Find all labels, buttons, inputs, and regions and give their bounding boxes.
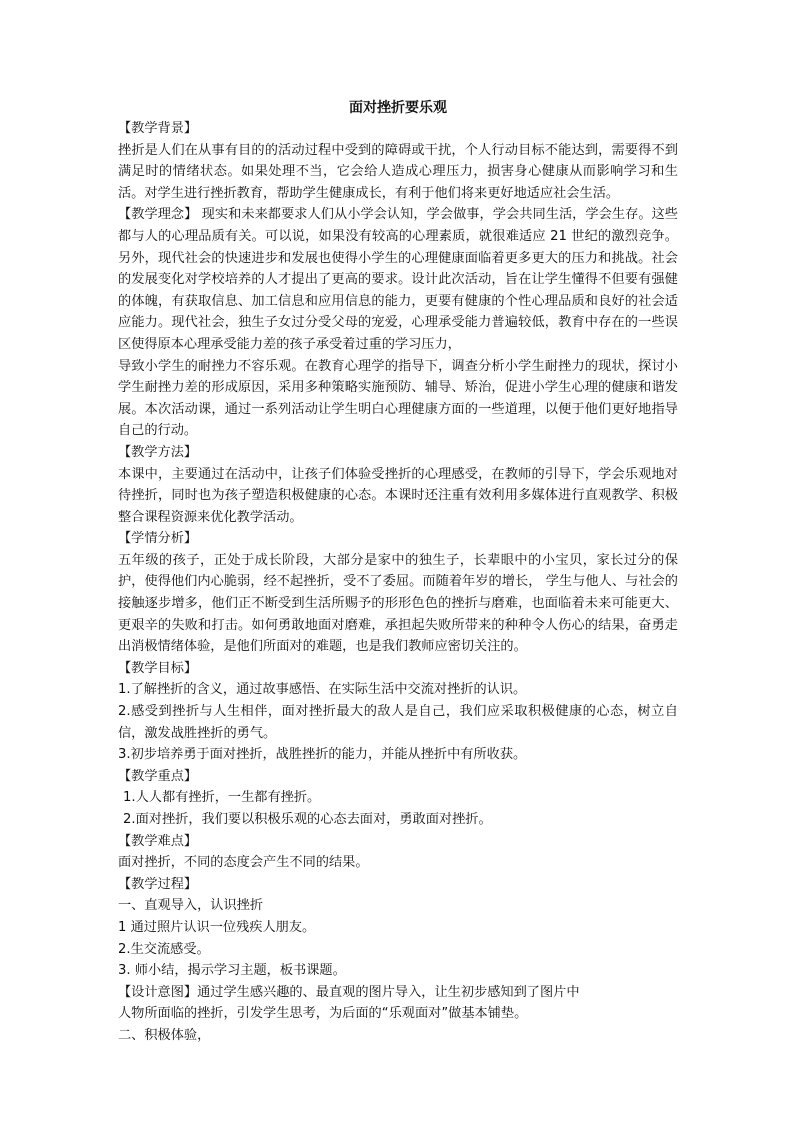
section-heading-process: 【教学过程】 — [118, 876, 198, 892]
process-step-1-1: 1 通过照片认识一位残疾人朋友。 — [118, 919, 316, 935]
paragraph-analysis: 五年级的孩子，正处于成长阶段，大部分是家中的独生子，长辈眼中的小宝贝，家长过分的保护，使得他们内心脆弱，经不起挫折，受不了委屈。而随着年岁的增长， 学生与他人、与社会的接触逐步增多，他们正不断受到生活所赐予的形形色色的挫折与磨难，也面临着未来可能更大、更艰辛的失败和打击。如何勇敢地面对磨难，承担起失败所带来的种种令人伤心的结果，奋勇走出消极情绪体验，是他们所面对的难题，也是我们教师应密切关注的。 — [118, 552, 678, 655]
paragraph-design-intent — [118, 982, 678, 1004]
section-heading-background: 【教学背景】 — [118, 121, 198, 136]
paragraph-method: 本课中，主要通过在活动中，让孩子们体验受挫折的心理感受，在教师的引导下，学会乐观地对待挫折，同时也为孩子塑造积极健康的心态。本课时还注重有效利用多媒体进行直观教学、积极整合课程资源来优化教学活动。 — [118, 466, 678, 525]
document-page — [118, 98, 678, 1047]
paragraph-background: 挫折是人们在从事有目的的活动过程中受到的障碍或干扰，个人行动目标不能达到，需要得不到满足时的情绪状态。如果处理不当，它会给人造成心理压力，损害身心健康从而影响学习和生活。对学生进行挫折教育，帮助学生健康成长，有利于他们将来更好地适应社会生活。 — [118, 142, 678, 201]
list-item-key-2: 2.面对挫折，我们要以积极乐观的心态去面对，勇敢面对挫折。 — [123, 812, 492, 827]
paragraph-design-continued: 人物所面临的挫折，引发学生思考，为后面的“乐观面对”做基本铺垫。 — [118, 1006, 528, 1022]
document-title: 面对挫折要乐观 — [349, 100, 447, 116]
section-heading-method: 【教学方法】 — [118, 444, 198, 460]
section-heading-concept: 【教学理念】 — [118, 207, 198, 223]
process-step-1: 一、直观导入，认识挫折 — [118, 898, 264, 914]
section-heading-difficulty: 【教学难点】 — [118, 833, 198, 849]
concept-text-part1: 现实和未来都要求人们从小学会认知，学会做事，学会共同生活，学会生存。这些都与人的心理品质有关。可以说，如果没有较高的心理素质，就很难适应 21 世纪的激烈竞争。另外，现代社会的快速进步和发展也使得小学生的心理健康面临着更多更大的压力和挑战。社会的发展变化对学校培养的人才提出了更高的要求。设计此次活动，旨在让学生懂得不但要有强健的体魄，有获取信息、加工信息和应用信息的能力，更要有健康的个性心理品质和良好的社会适应能力。现代社会，独生子女过分受父母的宠爱，心理承受能力普遍较低，教育中存在的一些误区使得原本心理承受能力差的孩子承受着过重的学习压力， — [118, 207, 678, 352]
section-heading-goals: 【教学目标】 — [118, 660, 198, 676]
list-item-goal-2: 2.感受到挫折与人生相伴，面对挫折最大的敌人是自己，我们应采取积极健康的心态，树立自信，激发战胜挫折的勇气。 — [118, 704, 678, 741]
paragraph-concept-continued: 导致小学生的耐挫力不容乐观。在教育心理学的指导下，调查分析小学生耐挫力的现状，探讨小学生耐挫力差的形成原因，采用多种策略实施预防、辅导、矫治，促进小学生心理的健康和谐发展。本次活动课，通过一系列活动让学生明白心理健康方面的一些道理，以便于他们更好地指导自己的行动。 — [118, 358, 678, 439]
list-item-key-1: 1.人人都有挫折，一生都有挫折。 — [123, 790, 321, 806]
list-item-goal-3: 3.初步培养勇于面对挫折，战胜挫折的能力，并能从挫折中有所收获。 — [118, 747, 527, 763]
process-step-1-2: 2.生交流感受。 — [118, 941, 210, 957]
design-text-part1: 通过学生感兴趣的、最直观的图片导入，让生初步感知到了图片中 — [197, 984, 580, 1000]
list-item-goal-1: 1.了解挫折的含义，通过故事感悟、在实际生活中交流对挫折的认识。 — [118, 682, 527, 698]
paragraph-concept — [118, 204, 678, 355]
section-heading-analysis: 【学情分析】 — [118, 531, 198, 547]
section-heading-key-points: 【教学重点】 — [118, 768, 198, 784]
section-heading-design: 【设计意图】 — [118, 984, 198, 1000]
paragraph-difficulty: 面对挫折，不同的态度会产生不同的结果。 — [118, 855, 369, 871]
process-step-2: 二、积极体验， — [118, 1027, 211, 1043]
process-step-1-3: 3. 师小结，揭示学习主题，板书课题。 — [118, 963, 346, 979]
